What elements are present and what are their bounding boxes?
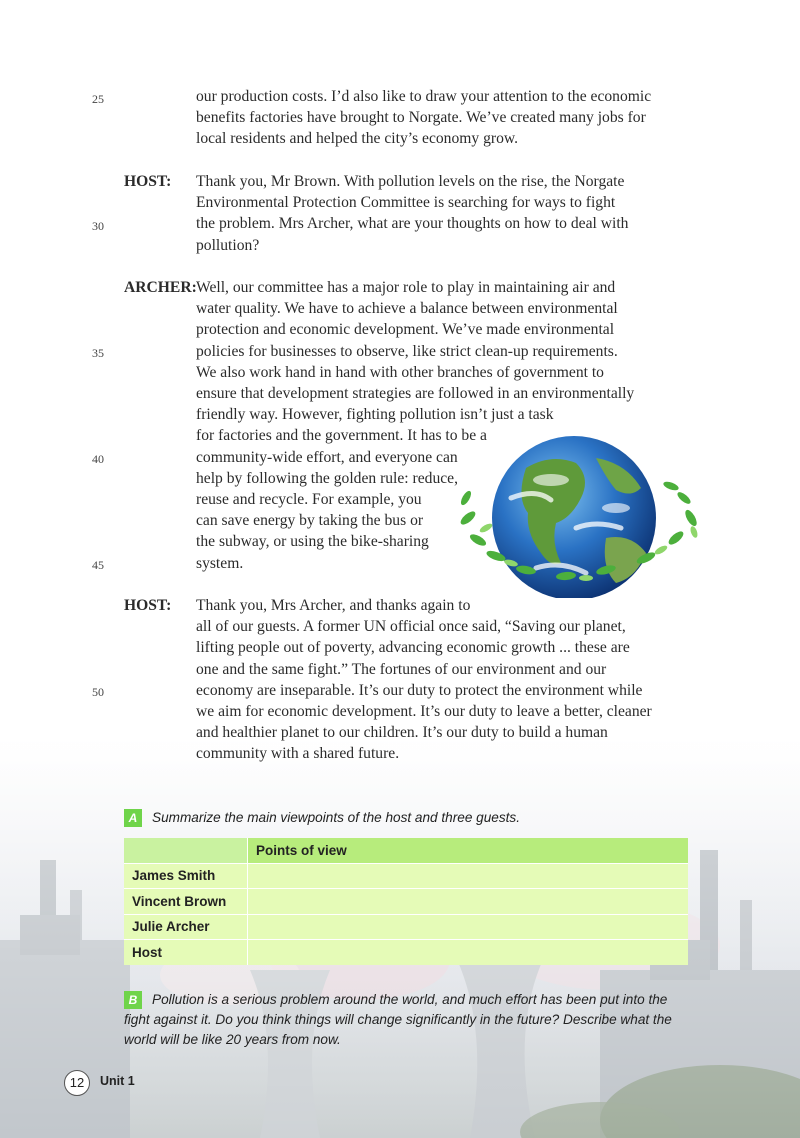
text-line: and healthier planet to our children. It’s our duty to build a human bbox=[196, 724, 608, 742]
text-line: Thank you, Mrs Archer, and thanks again to bbox=[196, 597, 471, 614]
table-row bbox=[124, 889, 688, 915]
line-number-50: 50 bbox=[92, 685, 104, 699]
text-line: ensure that development strategies are followed in an environmentally bbox=[196, 385, 635, 403]
activity-a-badge: A bbox=[124, 809, 142, 827]
table-row bbox=[124, 914, 688, 940]
text-line: Environmental Protection Committee is searching for ways to fight bbox=[196, 194, 616, 212]
text-line: all of our guests. A former UN official once said, “Saving our planet, bbox=[196, 618, 626, 636]
text-line: policies for businesses to observe, like strict clean-up requirements. bbox=[196, 342, 618, 360]
text-line: the problem. Mrs Archer, what are your thoughts on how to deal with bbox=[196, 215, 629, 233]
points-of-view-table bbox=[124, 838, 688, 965]
table-header-cell: Points of view bbox=[248, 838, 689, 863]
text-line: help by following the golden rule: reduce, bbox=[196, 469, 458, 487]
speaker-host: HOST: bbox=[124, 597, 172, 614]
earth-globe-illustration bbox=[456, 428, 706, 598]
line-number-25: 25 bbox=[92, 92, 104, 106]
row-label: Vincent Brown bbox=[124, 889, 248, 915]
text-line: economy are inseparable. It’s our duty to protect the environment while bbox=[196, 681, 643, 699]
activity-a-instruction bbox=[124, 808, 724, 828]
text-line: reuse and recycle. For example, you bbox=[196, 491, 422, 509]
page-number: 12 bbox=[64, 1070, 90, 1096]
speaker-archer: ARCHER: bbox=[124, 279, 197, 296]
answer-cell[interactable] bbox=[248, 940, 689, 965]
activity-b-instruction bbox=[124, 990, 684, 1050]
line-number-30: 30 bbox=[92, 219, 104, 233]
answer-cell[interactable] bbox=[248, 889, 689, 915]
text-line: lifting people out of poverty, advancing economic growth ... these are bbox=[196, 639, 630, 657]
text-line: can save energy by taking the bus or bbox=[196, 512, 424, 530]
text-line: pollution? bbox=[196, 236, 260, 254]
activity-b-text: Pollution is a serious problem around the world, and much effort has been put into the fight against it. Do you think things will change significantly in the future? Describe what the world will be like 20 years from now. bbox=[124, 992, 672, 1047]
table-row bbox=[124, 940, 688, 965]
text-line: system. bbox=[196, 554, 244, 572]
text-line: We also work hand in hand with other branches of government to bbox=[196, 363, 604, 381]
row-label: James Smith bbox=[124, 863, 248, 889]
intro-paragraph bbox=[196, 86, 696, 150]
answer-cell[interactable] bbox=[248, 914, 689, 940]
speaker-host: HOST: bbox=[124, 173, 172, 190]
text-line: local residents and helped the city’s economy grow. bbox=[196, 130, 519, 148]
host-paragraph-2 bbox=[196, 595, 696, 765]
activity-b-badge: B bbox=[124, 991, 142, 1009]
text-line: community with a shared future. bbox=[196, 745, 400, 763]
text-line: one and the same fight.” The fortunes of our environment and our bbox=[196, 660, 607, 678]
unit-label: Unit 1 bbox=[100, 1074, 135, 1088]
activity-a-text: Summarize the main viewpoints of the host and three guests. bbox=[152, 810, 520, 825]
table-row bbox=[124, 863, 688, 889]
line-number-45: 45 bbox=[92, 558, 104, 572]
row-label: Julie Archer bbox=[124, 914, 248, 940]
text-line: our production costs. I’d also like to draw your attention to the economic bbox=[196, 88, 652, 105]
text-line: community-wide effort, and everyone can bbox=[196, 448, 458, 466]
text-line: benefits factories have brought to Norgate. We’ve created many jobs for bbox=[196, 109, 646, 127]
text-line: water quality. We have to achieve a balance between environmental bbox=[196, 300, 618, 318]
text-line: for factories and the government. It has to be a bbox=[196, 427, 487, 445]
table-header-cell bbox=[124, 838, 248, 863]
table-header-row bbox=[124, 838, 688, 863]
row-label: Host bbox=[124, 940, 248, 965]
line-number-35: 35 bbox=[92, 346, 104, 360]
text-line: we aim for economic development. It’s our duty to leave a better, cleaner bbox=[196, 703, 652, 721]
line-number-40: 40 bbox=[92, 452, 104, 466]
text-line: friendly way. However, fighting pollution isn’t just a task bbox=[196, 406, 554, 424]
text-line: Thank you, Mr Brown. With pollution levels on the rise, the Norgate bbox=[196, 173, 625, 190]
text-line: Well, our committee has a major role to play in maintaining air and bbox=[196, 279, 616, 296]
text-line: the subway, or using the bike-sharing bbox=[196, 533, 429, 551]
answer-cell[interactable] bbox=[248, 863, 689, 889]
host-paragraph-1 bbox=[196, 171, 696, 256]
text-line: protection and economic development. We’ve made environmental bbox=[196, 321, 615, 339]
